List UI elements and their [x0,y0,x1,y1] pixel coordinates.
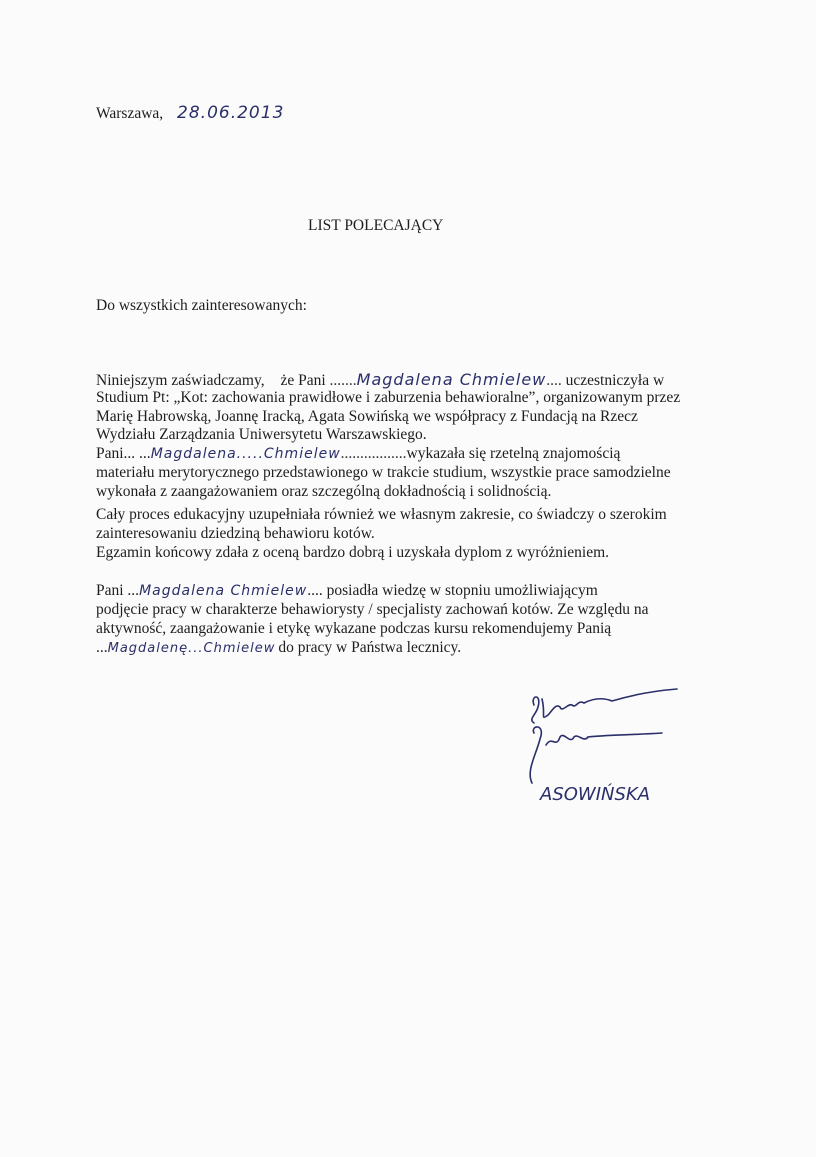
city: Warszawa, [96,105,164,122]
place-date-line [96,104,284,123]
para1-line10: Egzamin końcowy zdała z oceną bardzo dobrą i uzyskała dyplom z wyróżnieniem. [96,544,610,561]
para2-line2: podjęcie pracy w charakterze behawiorysty / specjalisty zachowań kotów. Ze względu na [96,601,649,618]
para1-line7: wykonała z zaangażowaniem oraz szczególną dokładnością i solidnością. [96,483,552,500]
para1-line3: Marię Habrowską, Joannę Iracką, Agata Sowińską we współpracy z Fundacją na Rzecz [96,408,638,425]
para2-line4 [96,638,461,658]
salutation: Do wszystkich zainteresowanych: [96,297,307,314]
text-segment: Niniejszym zaświadczamy, [96,372,265,389]
handwritten-date: 28.06.2013 [177,103,285,123]
dotted-fill: .... [546,372,562,389]
text-segment: uczestniczyła w [565,372,665,389]
text-segment: .... posiadła wiedzę w stopniu umożliwiającym [307,582,598,599]
dotted-fill: ....... [329,372,357,389]
para1-line9: zainteresowaniu dziedziną behawioru kotów. [96,525,375,542]
para1-line8: Cały proces edukacyjny uzupełniała również we własnym zakresie, co świadczy o szerokim [96,506,667,523]
para1-line4: Wydziału Zarządzania Uniwersytetu Warszawskiego. [96,426,427,443]
text-segment: Pani ... [96,582,140,599]
handwritten-name: Magdalenę...Chmielew [107,641,276,656]
para2-line1 [96,581,598,601]
document-title: LIST POLECAJĄCY [308,217,444,234]
text-segment: do pracy w Państwa lecznicy. [278,639,462,656]
handwritten-name: Magdalena Chmielew [356,370,547,389]
stamp-name: ASOWIŃSKA [540,784,651,805]
text-segment: ... [96,639,108,656]
para1-line5 [96,444,620,464]
para1-line2: Studium Pt: „Kot: zachowania prawidłowe i zaburzenia behawioralne”, organizowanym przez [96,389,681,406]
dotted-fill: ................. [340,445,407,462]
text-segment: Pani... ... [96,445,151,462]
handwritten-name: Magdalena Chmielew [139,583,308,599]
text-segment: że Pani [280,372,326,389]
text-segment: wykazała się rzetelną znajomością [406,445,621,462]
para2-line3: aktywność, zaangażowanie i etykę wykazane podczas kursu rekomendujemy Panią [96,620,612,637]
para1-line6: materiału merytorycznego przedstawionego w trakcie studium, wszystkie prace samodzielne [96,464,671,481]
para1-line1 [96,370,664,390]
handwritten-name: Magdalena.....Chmielew [150,446,341,462]
